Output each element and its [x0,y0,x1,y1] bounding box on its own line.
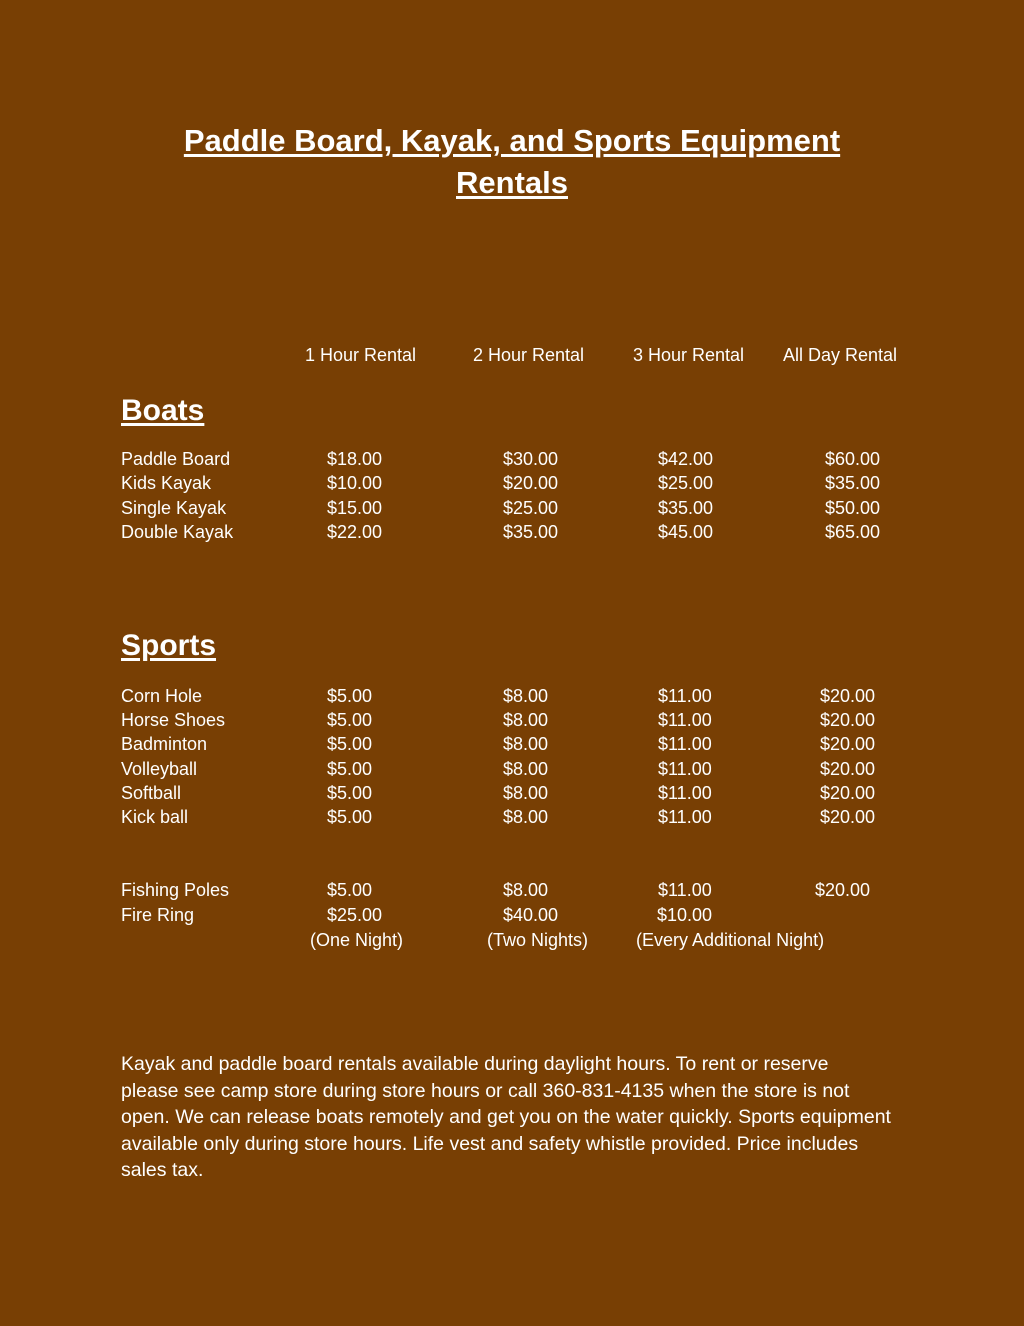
item-name: Corn Hole [121,686,203,706]
table-row [0,903,1024,927]
price-3-hour: $11.00 [658,783,712,803]
price-3-hour: $45.00 [658,522,714,542]
price-2-hour: $8.00 [503,807,549,827]
price-1-hour: $22.00 [327,522,383,542]
price-one-night: $25.00 [327,905,383,925]
column-header-3-hour: 3 Hour Rental [633,345,745,365]
fire-ring-note-additional-night: (Every Additional Night) [636,930,825,950]
price-2-hour: $20.00 [503,473,559,493]
section-heading-boats: Boats [121,394,205,427]
table-row [0,496,1024,520]
price-3-hour: $11.00 [658,686,712,706]
item-name: Badminton [121,734,208,754]
price-2-hour: $8.00 [503,710,549,730]
fire-ring-notes-row [0,928,1024,952]
item-name: Single Kayak [121,498,227,518]
price-1-hour: $5.00 [327,880,373,900]
item-name: Kick ball [121,807,189,827]
table-row [0,805,1024,829]
page-title [0,120,1024,204]
price-3-hour: $42.00 [658,449,714,469]
price-2-hour: $8.00 [503,880,549,900]
price-1-hour: $5.00 [327,807,373,827]
price-two-nights: $40.00 [503,905,559,925]
column-header-all-day: All Day Rental [783,345,898,365]
price-1-hour: $10.00 [327,473,383,493]
table-row [0,757,1024,781]
price-1-hour: $5.00 [327,710,373,730]
price-3-hour: $11.00 [658,710,712,730]
price-1-hour: $5.00 [327,686,373,706]
price-3-hour: $25.00 [658,473,714,493]
price-all-day: $20.00 [820,710,876,730]
price-all-day: $65.00 [825,522,881,542]
price-3-hour: $11.00 [658,734,712,754]
price-3-hour: $11.00 [658,759,712,779]
price-2-hour: $30.00 [503,449,559,469]
price-1-hour: $18.00 [327,449,383,469]
price-2-hour: $8.00 [503,759,549,779]
item-name: Fire Ring [121,905,195,925]
price-1-hour: $5.00 [327,783,373,803]
table-row [0,781,1024,805]
price-2-hour: $25.00 [503,498,559,518]
price-all-day: $20.00 [820,759,876,779]
table-row [0,708,1024,732]
table-row [0,878,1024,902]
page-title-line-1: Paddle Board, Kayak, and Sports Equipment [183,123,841,158]
table-row [0,684,1024,708]
price-3-hour: $11.00 [658,807,712,827]
item-name: Volleyball [121,759,198,779]
item-name: Horse Shoes [121,710,226,730]
table-row [0,447,1024,471]
item-name: Kids Kayak [121,473,212,493]
item-name: Softball [121,783,182,803]
price-2-hour: $8.00 [503,783,549,803]
price-1-hour: $15.00 [327,498,383,518]
price-1-hour: $5.00 [327,759,373,779]
price-all-day: $20.00 [820,783,876,803]
price-2-hour: $35.00 [503,522,559,542]
table-row [0,732,1024,756]
item-name: Double Kayak [121,522,234,542]
price-3-hour: $35.00 [658,498,714,518]
price-all-day: $50.00 [825,498,881,518]
price-additional-night: $10.00 [657,905,713,925]
column-header-2-hour: 2 Hour Rental [473,345,585,365]
item-name: Fishing Poles [121,880,230,900]
column-header-1-hour: 1 Hour Rental [305,345,417,365]
table-row [0,471,1024,495]
fire-ring-note-two-nights: (Two Nights) [487,930,589,950]
price-all-day: $60.00 [825,449,881,469]
fire-ring-note-one-night: (One Night) [310,930,404,950]
rental-notes: Kayak and paddle board rentals available during daylight hours. To rent or reserve please see camp store during store hours or call 360-831-4135 when the store is not open. We can release boats remotely and get you on the water quickly. Sports equipment available only during store hours. Life vest and safety whistle provided. Price includes sales tax. [121,1053,891,1181]
item-name: Paddle Board [121,449,231,469]
price-1-hour: $5.00 [327,734,373,754]
price-2-hour: $8.00 [503,734,549,754]
price-all-day: $20.00 [820,686,876,706]
price-all-day: $20.00 [820,807,876,827]
price-2-hour: $8.00 [503,686,549,706]
price-all-day: $20.00 [820,734,876,754]
price-all-day: $20.00 [815,880,871,900]
price-all-day: $35.00 [825,473,881,493]
section-heading-sports: Sports [121,629,217,662]
price-3-hour: $11.00 [658,880,712,900]
table-row [0,520,1024,544]
page-title-line-2: Rentals [456,165,568,200]
